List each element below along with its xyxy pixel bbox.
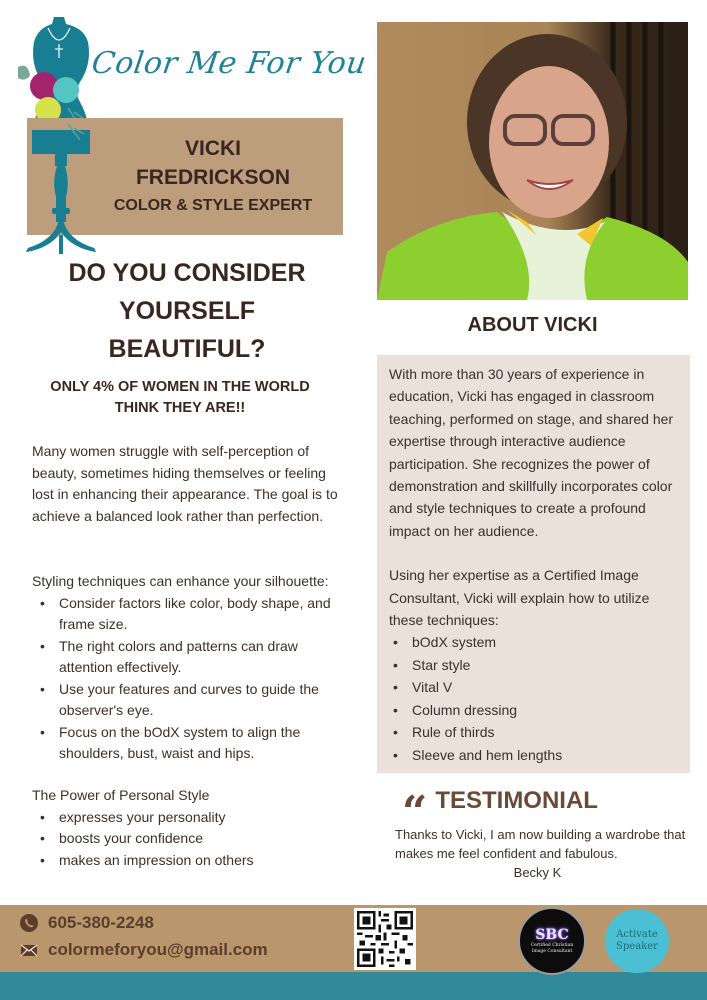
testimonial bbox=[390, 825, 690, 882]
envelope-icon bbox=[20, 941, 38, 959]
activate-speaker-badge bbox=[605, 909, 669, 973]
subheadline bbox=[20, 377, 340, 419]
about-box bbox=[377, 355, 690, 773]
styling-section bbox=[32, 571, 342, 765]
quote-icon: “ bbox=[402, 787, 424, 838]
phone-number[interactable]: 605-380-2248 bbox=[48, 913, 154, 932]
phone-icon bbox=[20, 914, 38, 932]
list-item: • Column dressing bbox=[393, 699, 682, 721]
email-contact[interactable] bbox=[20, 940, 268, 960]
power-section bbox=[32, 785, 342, 871]
list-item: • Sleeve and hem lengths bbox=[393, 744, 682, 766]
headline-line: DO YOU CONSIDER bbox=[68, 259, 306, 287]
footer-accent-bar bbox=[0, 972, 707, 1000]
sbc-line: Certified Christian bbox=[530, 943, 574, 948]
headline-line: YOURSELF bbox=[118, 297, 256, 325]
about-paragraph: Using her expertise as a Certified Image Consultant, Vicki will explain how to utilize these techniques: bbox=[389, 567, 650, 629]
list-item: • Vital V bbox=[393, 676, 682, 698]
sbc-line: Image Consultant bbox=[531, 949, 573, 954]
qr-code-icon bbox=[357, 911, 413, 967]
brand-script-title: Color Me For You bbox=[89, 46, 369, 81]
testimonial-heading bbox=[402, 787, 598, 838]
portrait-photo bbox=[377, 22, 688, 300]
list-item: • boosts your confidence bbox=[40, 828, 342, 850]
list-item: • Use your features and curves to guide the observer's eye. bbox=[40, 679, 342, 722]
subheadline-line: ONLY 4% OF WOMEN IN THE WORLD bbox=[50, 379, 310, 395]
about-title: ABOUT VICKI bbox=[467, 314, 598, 336]
styling-list bbox=[32, 593, 342, 765]
list-item: • Rule of thirds bbox=[393, 721, 682, 743]
activate-line: Activate bbox=[616, 929, 658, 940]
activate-line: Speaker bbox=[616, 941, 658, 952]
testimonial-quote: Thanks to Vicki, I am now building a wardrobe that makes me feel confident and fabulous. bbox=[395, 827, 686, 861]
sbc-certification-badge bbox=[518, 907, 586, 975]
list-item: • makes an impression on others bbox=[40, 850, 342, 872]
list-item: • Star style bbox=[393, 654, 682, 676]
name-last: FREDRICKSON bbox=[135, 166, 290, 189]
mannequin-stand-icon bbox=[14, 12, 104, 254]
email-address[interactable]: colormeforyou@gmail.com bbox=[48, 940, 268, 959]
testimonial-author: Becky K bbox=[513, 865, 562, 880]
styling-lead: Styling techniques can enhance your silhouette: bbox=[32, 573, 329, 589]
phone-contact[interactable] bbox=[20, 913, 154, 933]
power-list bbox=[32, 807, 342, 872]
qr-code[interactable] bbox=[354, 908, 416, 970]
list-item: • bOdX system bbox=[393, 631, 682, 653]
power-lead: The Power of Personal Style bbox=[32, 787, 210, 803]
name-first: VICKI bbox=[184, 137, 241, 160]
list-item: • The right colors and patterns can draw attention effectively. bbox=[40, 636, 342, 679]
sbc-monogram: SBC bbox=[535, 927, 569, 943]
about-paragraph: With more than 30 years of experience in education, Vicki has engaged in classroom teaching, performed on stage, and shared her expertise through interactive audience participation. She recognizes the power of demonstration and skillfully incorporates color and style techniques to create a profound impact on her audience. bbox=[389, 366, 674, 539]
list-item: • expresses your personality bbox=[40, 807, 342, 829]
techniques-list bbox=[389, 631, 682, 765]
testimonial-title: TESTIMONIAL bbox=[435, 787, 598, 814]
title-subtitle: COLOR & STYLE EXPERT bbox=[113, 197, 313, 214]
headline bbox=[20, 254, 354, 368]
intro-paragraph: Many women struggle with self-perception of beauty, sometimes hiding themselves or feeling lost in enhancing their appearance. The goal is to achieve a balanced look rather than perfection. bbox=[32, 443, 338, 524]
list-item: • Focus on the bOdX system to align the shoulders, bust, waist and hips. bbox=[40, 722, 342, 765]
portrait-illustration-icon bbox=[377, 22, 688, 300]
subheadline-line: THINK THEY ARE!! bbox=[114, 400, 246, 416]
headline-line: BEAUTIFUL? bbox=[108, 335, 266, 363]
list-item: • Consider factors like color, body shape, and frame size. bbox=[40, 593, 342, 636]
